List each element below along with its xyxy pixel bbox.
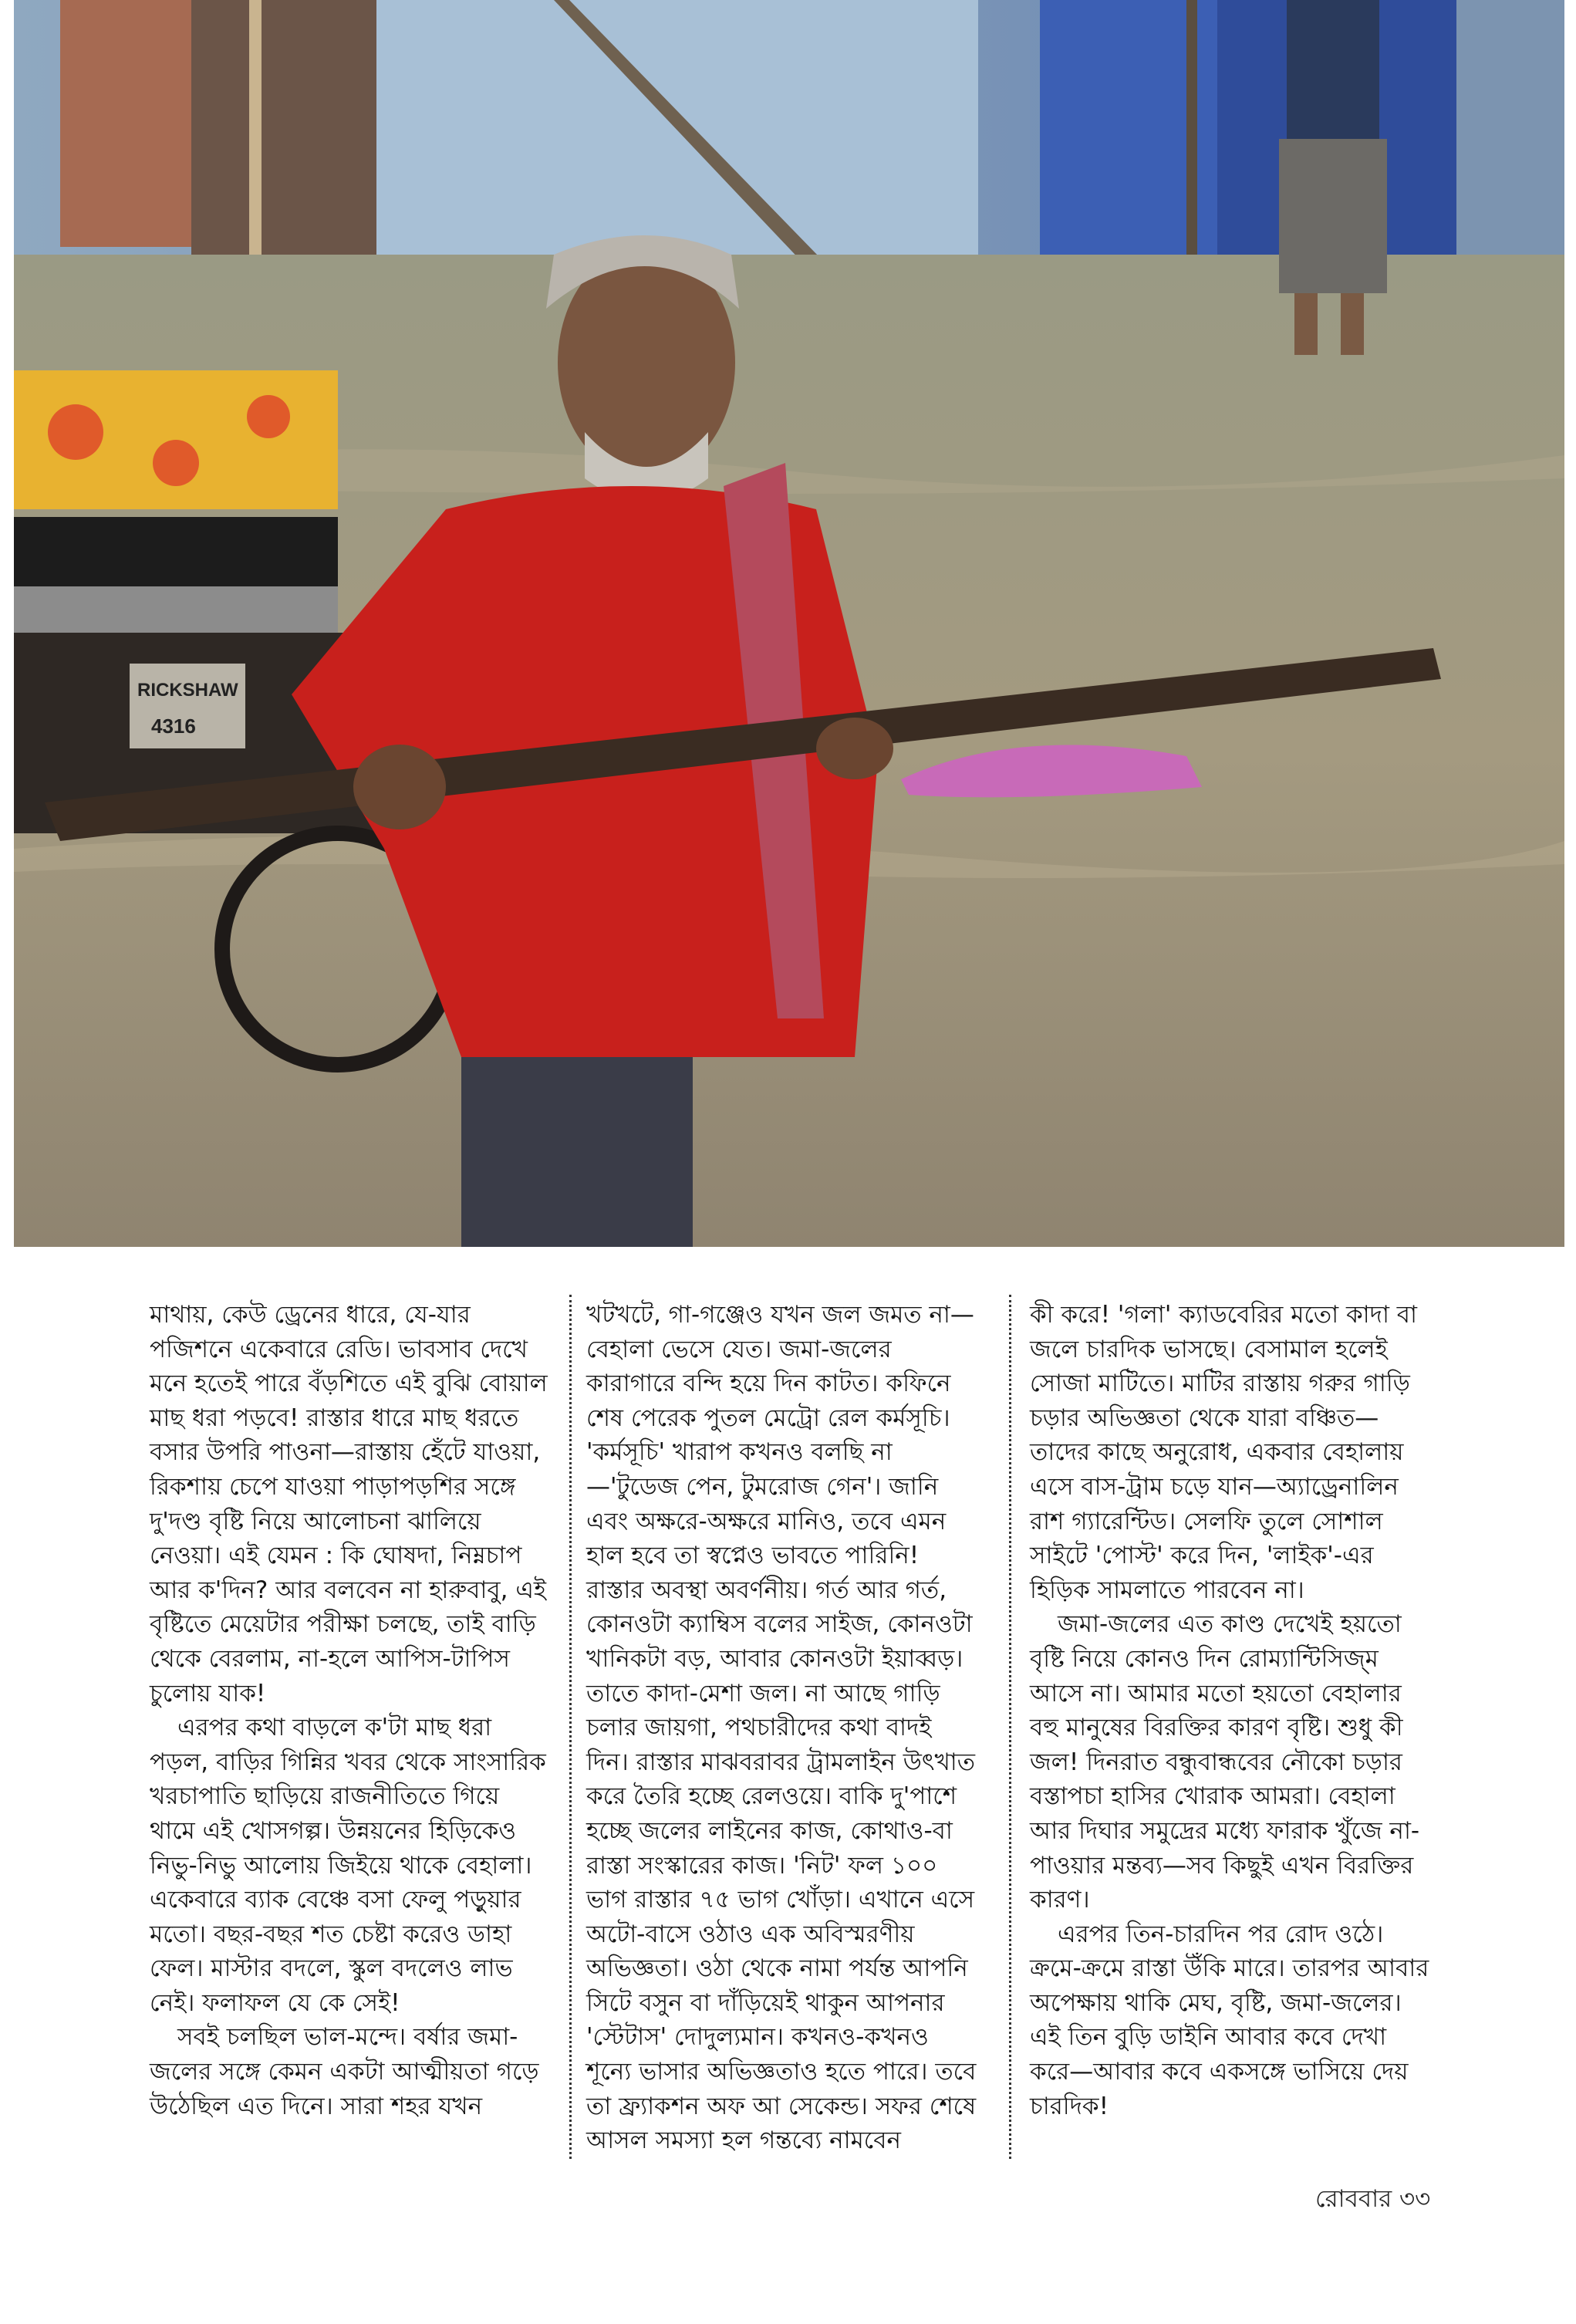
article-paragraph: সবই চলছিল ভাল-মন্দে। বর্ষার জমা-জলের সঙ্গে কেমন একটা আত্মীয়তা গড়ে উঠেছিল এত দিনে। সারা শহর যখন: [150, 2023, 539, 2120]
plate-number: 4316: [151, 714, 196, 738]
article-paragraph: মাথায়, কেউ ড্রেনের ধারে, যে-যার পজিশনে একেবারে রেডি। ভাবসাব দেখে মনে হতেই পারে বঁড়শিতে এই বুঝি বোয়াল মাছ ধরা পড়বে! রাস্তার ধারে মাছ ধরতে বসার উপরি পাওনা—রাস্তায় হেঁটে যাওয়া, রিকশায় চেপে যাওয়া পাড়াপড়শির সঙ্গে দু'দণ্ড বৃষ্টি নিয়ে আলোচনা ঝালিয়ে নেওয়া। এই যেমন : কি ঘোষদা, নিম্নচাপ আর ক'দিন? আর বলবেন না হারুবাবু, এই বৃষ্টিতে মেয়েটার পরীক্ষা চলছে, তাই বাড়ি থেকে বেরলাম, না-হলে আপিস-টাপিস চুলোয় যাক!: [150, 1301, 548, 1708]
flood-rickshaw-photo: [14, 0, 1564, 1247]
article-paragraph: এরপর তিন-চারদিন পর রোদ ওঠে। ক্রমে-ক্রমে রাস্তা উঁকি মারে। তারপর আবার অপেক্ষায় থাকি মেঘ, বৃষ্টি, জমা-জলের। এই তিন বুড়ি ডাইনি আবার কবে দেখা করে—আবার কবে একসঙ্গে ভাসিয়ে দেয় চারদিক!: [1030, 1920, 1429, 2120]
plate-text: RICKSHAW: [137, 680, 238, 701]
article-column-3: [1030, 1298, 1431, 2123]
article-paragraph: কী করে! 'গলা' ক্যাডবেরির মতো কাদা বা জলে চারদিক ভাসছে। বেসামাল হলেই সোজা মাটিতে। মাটির রাস্তায় গরুর গাড়ি চড়ার অভিজ্ঞতা থেকে যারা বঞ্চিত—তাদের কাছে অনুরোধ, একবার বেহালায় এসে বাস-ট্রাম চড়ে যান—অ্যাড্রেনালিন রাশ গ্যারেন্টিড। সেলফি তুলে সোশাল সাইটে 'পোস্ট' করে দিন, 'লাইক'-এর হিড়িক সামলাতে পারবেন না।: [1030, 1301, 1418, 1604]
column-divider: [1009, 1295, 1011, 2159]
article-column-1: [150, 1298, 551, 2123]
article-paragraph: জমা-জলের এত কাণ্ড দেখেই হয়তো বৃষ্টি নিয়ে কোনও দিন রোম্যান্টিসিজ্ম আসে না। আমার মতো হয়তো বেহালার বহু মানুষের বিরক্তির কারণ বৃষ্টি। শুধু কী জল! দিনরাত বন্ধুবান্ধবের নৌকো চড়ার বস্তাপচা হাসির খোরাক আমরা। বেহালা আর দিঘার সমুদ্রের মধ্যে ফারাক খুঁজে না-পাওয়ার মন্তব্য—সব কিছুই এখন বিরক্তির কারণ।: [1030, 1610, 1420, 1914]
flood-rickshaw-photo-icon: [14, 0, 1564, 1247]
article-column-2: [586, 1298, 977, 2158]
column-divider: [569, 1295, 572, 2159]
article-paragraph: এরপর কথা বাড়লে ক'টা মাছ ধরা পড়ল, বাড়ির গিন্নির খবর থেকে সাংসারিক খরচাপাতি ছাড়িয়ে রাজনীতিতে গিয়ে থামে এই খোসগল্প। উন্নয়নের হিড়িকেও নিভু-নিভু আলোয় জিইয়ে থাকে বেহালা। একেবারে ব্যাক বেঞ্চে বসা ফেলু পড়ুয়ার মতো। বছর-বছর শত চেষ্টা করেও ডাহা ফেল। মাস্টার বদলে, স্কুল বদলেও লাভ নেই। ফলাফল যে কে সেই!: [150, 1714, 546, 2017]
article-paragraph: খটখটে, গা-গঞ্জেও যখন জল জমত না—বেহালা ভেসে যেত। জমা-জলের কারাগারে বন্দি হয়ে দিন কাটত। কফিনে শেষ পেরেক পুতল মেট্রো রেল কর্মসূচি। 'কর্মসূচি' খারাপ কখনও বলছি না—'টুডেজ পেন, টুমরোজ গেন'। জানি এবং অক্ষরে-অক্ষরে মানিও, তবে এমন হাল হবে তা স্বপ্নেও ভাবতে পারিনি! রাস্তার অবস্থা অবর্ণনীয়। গর্ত আর গর্ত, কোনওটা ক্যাম্বিস বলের সাইজ, কোনওটা খানিকটা বড়, আবার কোনওটা ইয়াব্বড়। তাতে কাদা-মেশা জল। না আছে গাড়ি চলার জায়গা, পথচারীদের কথা বাদই দিন। রাস্তার মাঝবরাবর ট্রামলাইন উৎখাত করে তৈরি হচ্ছে রেলওয়ে। বাকি দু'পাশে হচ্ছে জলের লাইনের কাজ, কোথাও-বা রাস্তা সংস্কারের কাজ। 'নিট' ফল ১০০ ভাগ রাস্তার ৭৫ ভাগ খোঁড়া। এখানে এসে অটো-বাসে ওঠাও এক অবিস্মরণীয় অভিজ্ঞতা। ওঠা থেকে নামা পর্যন্ত আপনি সিটে বসুন বা দাঁড়িয়েই থাকুন আপনার 'স্টেটাস' দোদুল্যমান। কখনও-কখনও শূন্যে ভাসার অভিজ্ঞতাও হতে পারে। তবে তা ফ্র্যাকশন অফ আ সেকেন্ড। সফর শেষে আসল সমস্যা হল গন্তব্যে নামবেন: [586, 1301, 977, 2155]
page-folio: রোববার ৩৩: [1315, 2185, 1431, 2213]
